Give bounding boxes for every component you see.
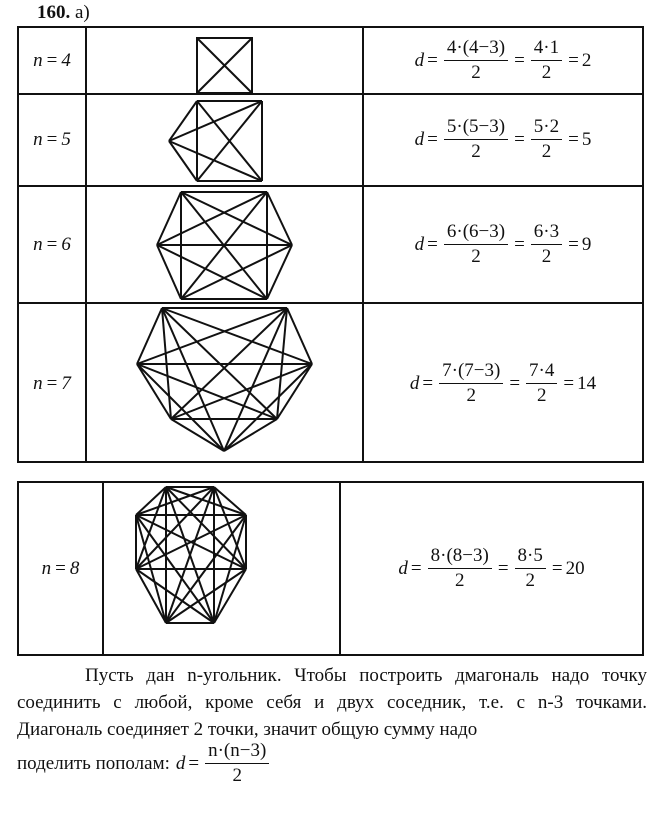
diagonal-formula: d = $\frac{7\cdot(7-3)}{2}$ = $\frac{7\cdot 4}{2}$ = 14 <box>409 359 597 406</box>
polygon-diagram <box>87 304 362 461</box>
polygon-edge <box>267 245 292 299</box>
n-label: n = 8 <box>41 557 80 579</box>
explanation-paragraph: Пусть дан n-угольник. Чтобы построить дмагональ надо точку соединить с любой, кроме себя и двух соседник, т.е. с n-3 точками. Диагональ соединяет 2 точки, значит общую сумму надо <box>17 665 647 740</box>
polygon-edge <box>224 364 312 451</box>
polygon-table-octagon <box>17 481 644 656</box>
polygon-edge <box>267 192 292 245</box>
polygon-edge <box>162 308 224 451</box>
problem-number: 160. а) <box>37 2 90 23</box>
table-row <box>19 304 642 463</box>
table-row <box>19 187 642 304</box>
polygon-edge <box>157 192 267 245</box>
polygon-edge <box>181 245 292 299</box>
diagonal-formula: d = $\frac{6\cdot(6-3)}{2}$ = $\frac{6\cdot 3}{2}$ = 9 <box>414 220 592 267</box>
polygon-edge <box>136 569 166 623</box>
table-row <box>19 95 642 187</box>
polygon-edge <box>277 364 312 419</box>
polygon-edge <box>157 245 181 299</box>
polygon-edge <box>166 569 246 623</box>
polygon-edge <box>214 569 246 623</box>
final-formula-line: поделить пополам: d = $\frac{n\cdot(n-3)}{2}$ <box>17 740 272 788</box>
n-label: n = 6 <box>33 233 71 255</box>
n-label: n = 7 <box>33 372 71 394</box>
diagonal-formula: d = $\frac{5\cdot(5-3)}{2}$ = $\frac{5\cdot 2}{2}$ = 5 <box>414 116 592 162</box>
polygon-diagram <box>87 28 362 94</box>
octagon-diagonals-figure <box>104 483 339 654</box>
table-row <box>19 28 642 95</box>
heptagon-diagonals-figure <box>87 304 362 463</box>
pentagon-diagonals-figure <box>87 95 362 185</box>
polygon-edge <box>157 192 181 245</box>
polygon-diagram <box>104 483 339 654</box>
n-label: n = 5 <box>33 129 71 150</box>
polygon-diagram <box>87 95 362 185</box>
polygon-table <box>17 26 644 463</box>
hexagon-diagonals-figure <box>87 187 362 302</box>
polygon-edge <box>181 192 292 245</box>
polygon-edge <box>136 569 214 623</box>
square-diagonals-figure <box>87 28 362 93</box>
polygon-edge <box>224 308 287 451</box>
diagonal-formula: d = $\frac{4\cdot(4-3)}{2}$ = $\frac{4\cdot 1}{2}$ = 2 <box>414 36 592 83</box>
n-label: n = 4 <box>33 49 71 71</box>
diagonal-formula: d = $\frac{8\cdot(8-3)}{2}$ = $\frac{8\cdot 5}{2}$ = 20 <box>398 544 585 591</box>
polygon-diagram <box>87 187 362 302</box>
polygon-edge <box>157 245 267 299</box>
table-row <box>19 483 642 654</box>
polygon-edge <box>137 364 224 451</box>
